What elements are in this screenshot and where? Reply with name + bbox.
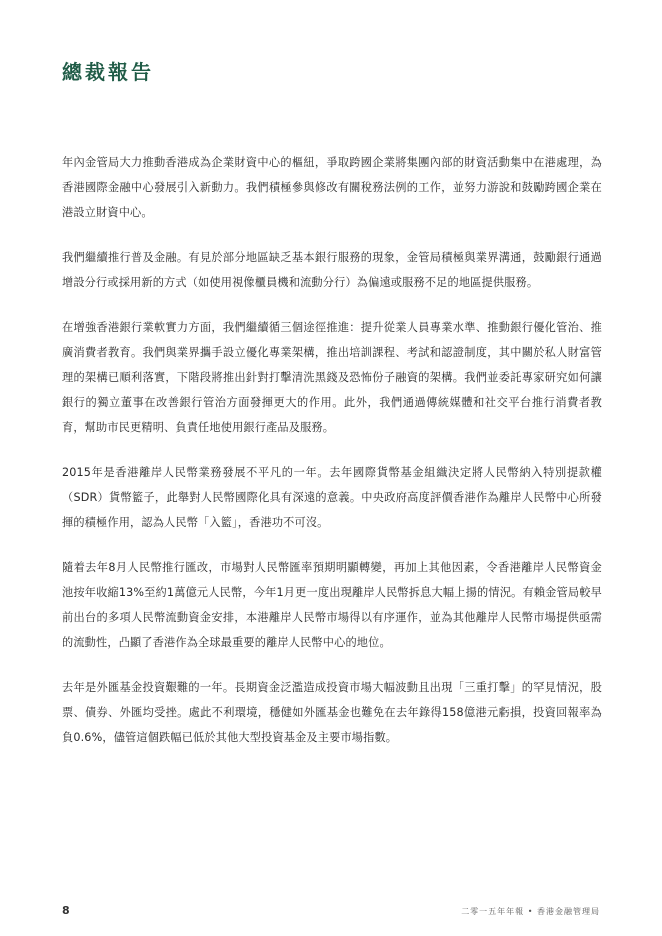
footer-publication: 二零一五年年報 • 香港金融管理局 [461,907,600,916]
paragraph-treasury-centre: 年內金管局大力推動香港成為企業財資中心的樞紐，爭取跨國企業將集團內部的財資活動集中在港處理，為香港國際金融中心發展引入新動力。我們積極參與修改有關稅務法例的工作，並努力游說和鼓勵跨國企業在港設立財資中心。 [62,156,602,219]
page-number: 8 [62,904,70,917]
page-title: 總裁報告 [62,60,154,84]
paragraph-banking-soft-power: 在增強香港銀行業軟實力方面，我們繼續循三個途徑推進：提升從業人員專業水準、推動銀行優化管治、推廣消費者教育。我們與業界攜手設立優化專業架構，推出培訓課程、考試和認證制度，其中關於私人財富管理的架構已順利落實，下階段將推出針對打擊清洗黑錢及恐怖份子融資的架構。我們並委託專家研究如何讓銀行的獨立董事在改善銀行管治方面發揮更大的作用。此外，我們通過傳統媒體和社交平台推行消費者教育，幫助市民更精明、負責任地使用銀行產品及服務。 [62,321,602,434]
paragraph-exchange-fund: 去年是外匯基金投資艱難的一年。長期資金泛濫造成投資市場大幅波動且出現「三重打擊」的罕見情況，股票、債券、外匯均受挫。處此不利環境，穩健如外匯基金也難免在去年錄得158億港元虧損，投資回報率為負0.6%，儘管這個跌幅已低於其他大型投資基金及主要市場指數。 [62,681,602,744]
paragraph-rmb-sdr: 2015年是香港離岸人民幣業務發展不平凡的一年。去年國際貨幣基金組織決定將人民幣納入特別提款權（SDR）貨幣籃子，此舉對人民幣國際化具有深遠的意義。中央政府高度評價香港作為離岸人民幣中心所發揮的積極作用，認為人民幣「入籃」，香港功不可沒。 [62,466,602,529]
report-body [62,150,602,770]
paragraph-rmb-liquidity: 隨着去年8月人民幣推行匯改，市場對人民幣匯率預期明顯轉變，再加上其他因素，令香港離岸人民幣資金池按年收縮13%至約1萬億元人民幣，今年1月更一度出現離岸人民幣拆息大幅上揚的情況。有賴金管局較早前出台的多項人民幣流動資金安排，本港離岸人民幣市場得以有序運作，並為其他離岸人民幣市場提供亟需的流動性，凸顯了香港作為全球最重要的離岸人民幣中心的地位。 [62,561,602,649]
paragraph-financial-inclusion: 我們繼續推行普及金融。有見於部分地區缺乏基本銀行服務的現象，金管局積極與業界溝通，鼓勵銀行通過增設分行或採用新的方式（如使用視像櫃員機和流動分行）為偏遠或服務不足的地區提供服務。 [62,251,602,289]
